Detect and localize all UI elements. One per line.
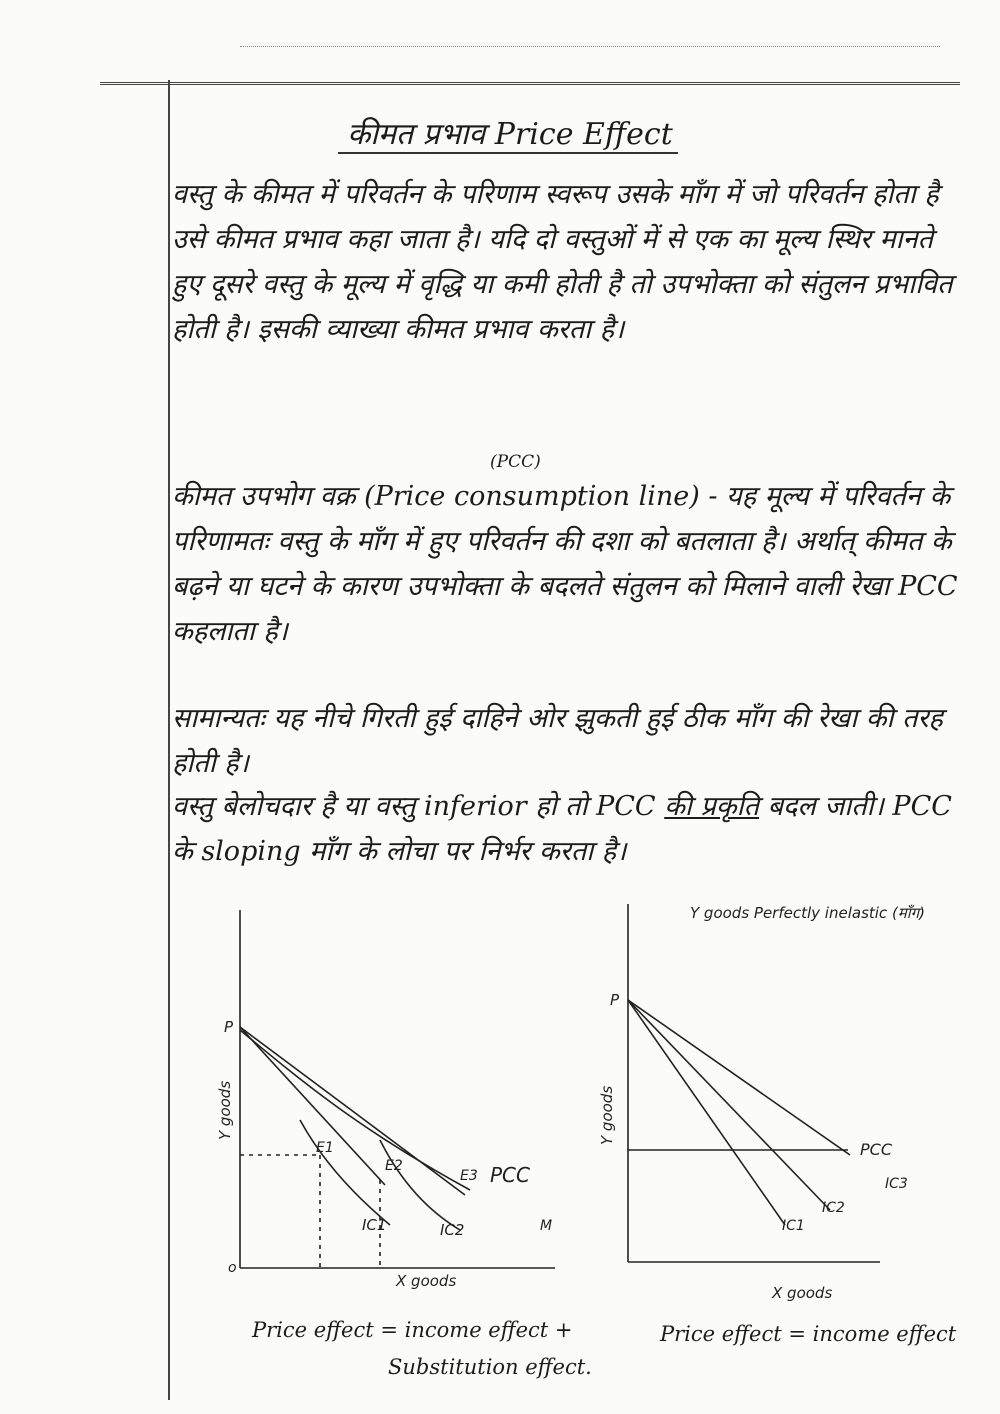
- diagram-left: [240, 910, 555, 1268]
- right-ic1-label: IC1: [782, 1218, 805, 1234]
- paragraph-general: सामान्यतः यह नीचे गिरती हुई दाहिने ओर झुकती हुई ठीक माँग की रेखा की तरह होती है।: [172, 703, 943, 779]
- left-budget-line-2: [240, 1027, 465, 1195]
- right-p-label: P: [610, 991, 620, 1009]
- pcc-abbrev-note: (PCC): [490, 452, 541, 472]
- left-ic1: [300, 1120, 390, 1225]
- p4-before: वस्तु बेलोचदार है या वस्तु inferior हो तो PCC: [172, 791, 665, 822]
- left-p-label: P: [224, 1018, 234, 1036]
- left-e1-label: E1: [316, 1140, 334, 1156]
- right-budget-line-3: [628, 1000, 850, 1155]
- left-ic2-label: IC2: [440, 1221, 465, 1239]
- p4-after: बदल जाती। PCC के sloping माँग के लोचा पर निर्भर करता है।: [172, 791, 952, 867]
- right-y-label: Y goods: [598, 1085, 616, 1145]
- page-title: कीमत प्रभाव Price Effect: [347, 117, 673, 152]
- right-x-label: X goods: [772, 1284, 833, 1302]
- right-annotation: Y goods Perfectly inelastic (माँग): [690, 904, 925, 922]
- right-ic3-label: IC3: [885, 1176, 908, 1192]
- left-pcc-label: PCC: [490, 1163, 530, 1187]
- caption-left-line1: Price effect = income effect +: [252, 1318, 573, 1342]
- paragraph-pcc: कीमत उपभोग वक्र (Price consumption line) - यह मूल्य में परिवर्तन के परिणामतः वस्तु के माँग में हुए परिवर्तन की दशा को बतलाता है। अर्थात् कीमत के बढ़ने या घटने के कारण उपभोक्ता के बदलते संतुलन को मिलाने वाली रेखा PCC कहलाता है।: [172, 481, 958, 647]
- left-other-label: M: [540, 1218, 553, 1234]
- left-x-label: X goods: [396, 1272, 457, 1290]
- right-ic2-label: IC2: [822, 1200, 845, 1216]
- left-e3-label: E3: [460, 1168, 478, 1184]
- left-budget-line-1: [240, 1027, 385, 1185]
- left-ic1-label: IC1: [362, 1216, 387, 1234]
- left-origin-label: o: [228, 1260, 237, 1276]
- right-pcc-label: PCC: [860, 1140, 892, 1159]
- right-budget-line-2: [628, 1000, 830, 1210]
- left-ic2: [380, 1140, 460, 1230]
- left-y-label: Y goods: [216, 1080, 234, 1140]
- right-budget-line-1: [628, 1000, 785, 1225]
- paragraph-definition: वस्तु के कीमत में परिवर्तन के परिणाम स्वरूप उसके माँग में जो परिवर्तन होता है उसे कीमत प्रभाव कहा जाता है। यदि दो वस्तुओं में से एक का मूल्य स्थिर मानते हुए दूसरे वस्तु के मूल्य में वृद्धि या कमी होती है तो उपभोक्ता को संतुलन प्रभावित होती है। इसकी व्याख्या कीमत प्रभाव करता है।: [172, 179, 953, 345]
- left-e2-label: E2: [385, 1158, 403, 1174]
- p4-underlined: की प्रकृति: [664, 791, 759, 822]
- left-pcc-curve: [240, 1030, 470, 1190]
- caption-right: Price effect = income effect: [660, 1322, 957, 1346]
- caption-left-line2: Substitution effect.: [388, 1355, 592, 1379]
